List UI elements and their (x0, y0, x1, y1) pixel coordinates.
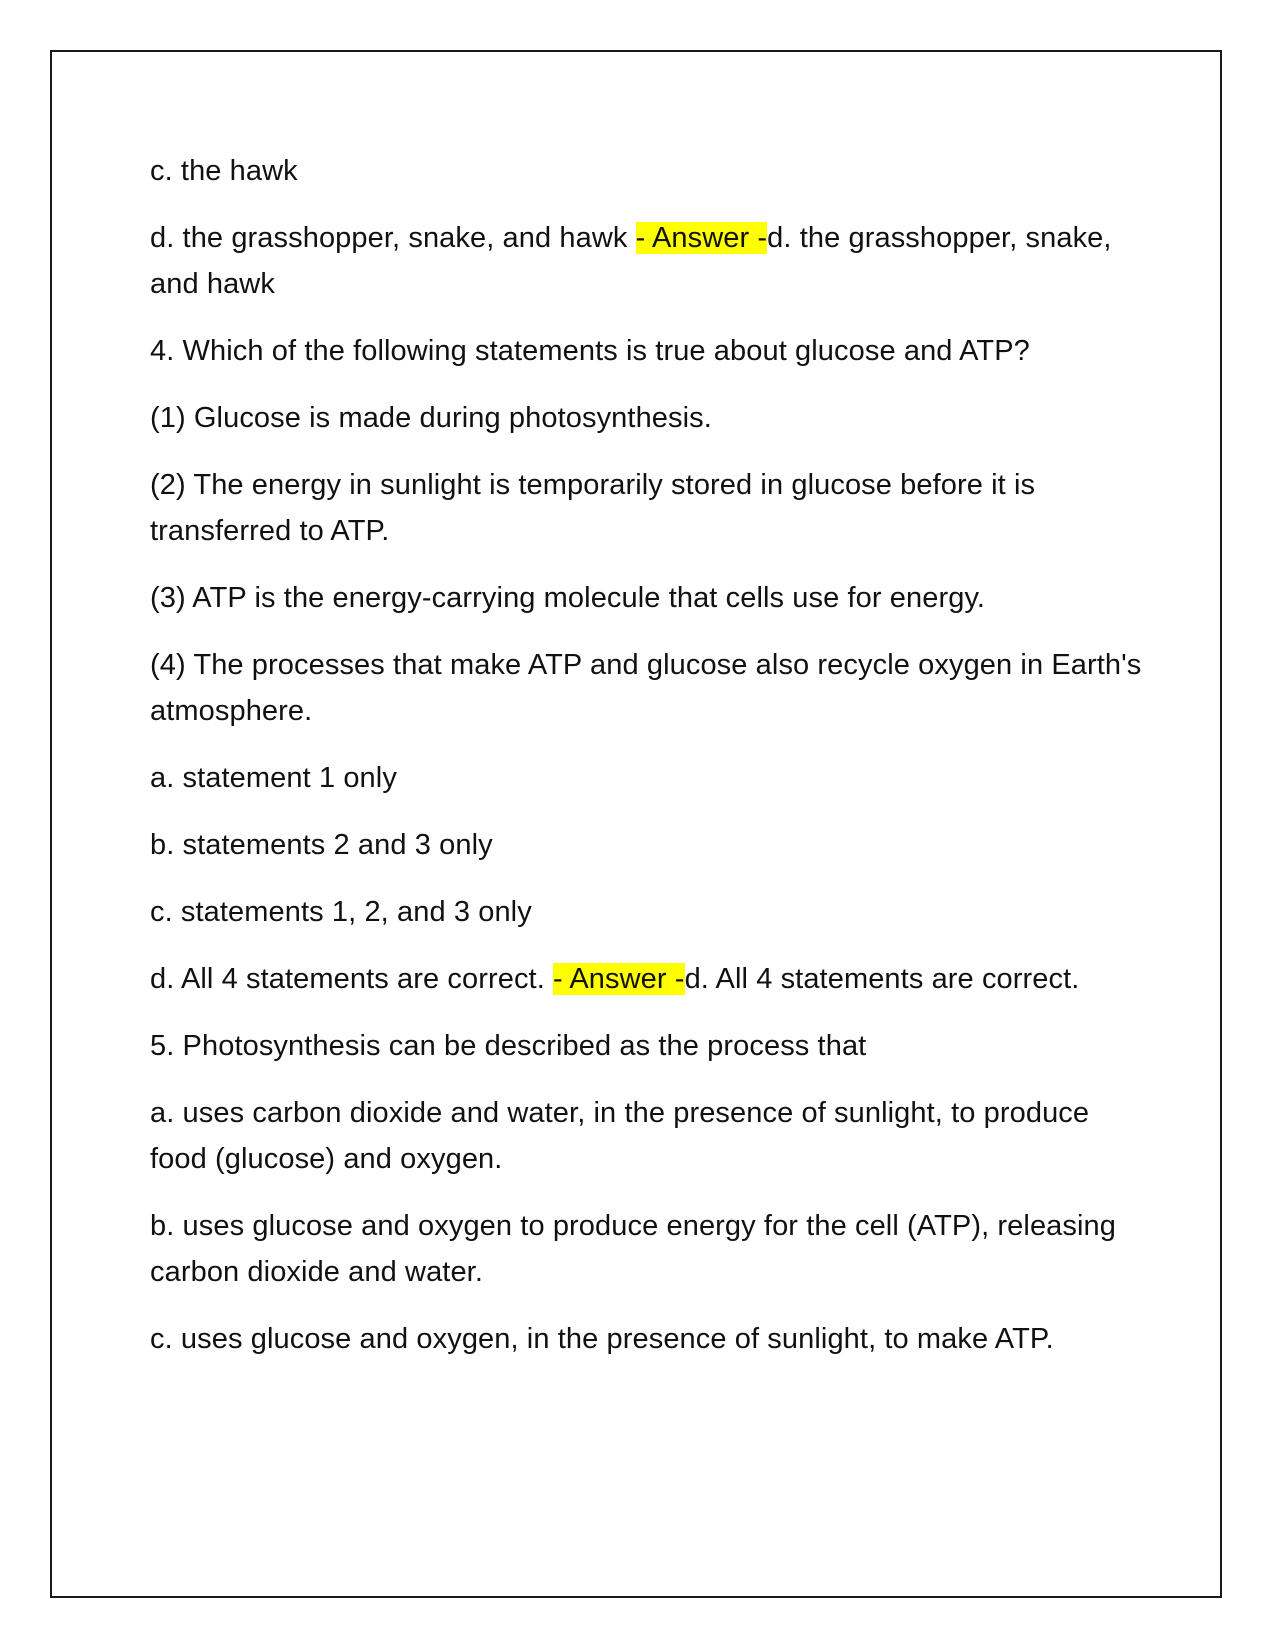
question-5: 5. Photosynthesis can be described as the process that (150, 1030, 867, 1062)
option-4c: c. statements 1, 2, and 3 only (150, 896, 532, 928)
option-3c: c. the hawk (150, 155, 298, 187)
answer-text: d. All 4 statements are correct. (684, 963, 1080, 995)
option-5c: c. uses glucose and oxygen, in the presence of sunlight, to make ATP. (150, 1323, 1054, 1355)
question-4: 4. Which of the following statements is true about glucose and ATP? (150, 335, 1030, 367)
answer-marker: - Answer - (635, 222, 768, 254)
statement-4: (4) The processes that make ATP and glucose also recycle oxygen in Earth's atmosphere. (150, 649, 1142, 727)
option-5a: a. uses carbon dioxide and water, in the presence of sunlight, to produce food (glucose) and oxygen. (150, 1097, 1090, 1175)
option-4a: a. statement 1 only (150, 762, 397, 794)
option-3d: d. the grasshopper, snake, and hawk - Answer -d. the grasshopper, snake, and hawk (150, 222, 1112, 300)
statement-3: (3) ATP is the energy-carrying molecule that cells use for energy. (150, 582, 986, 614)
statement-2: (2) The energy in sunlight is temporarily stored in glucose before it is transferred to ATP. (150, 469, 1036, 547)
document-body (150, 148, 1150, 1383)
option-5b: b. uses glucose and oxygen to produce energy for the cell (ATP), releasing carbon dioxide and water. (150, 1210, 1117, 1288)
answer-text: d. the grasshopper, snake, and hawk (150, 222, 1112, 300)
option-4d: d. All 4 statements are correct. - Answer -d. All 4 statements are correct. (150, 963, 1080, 995)
option-4b: b. statements 2 and 3 only (150, 829, 493, 861)
answer-marker: - Answer - (553, 963, 685, 995)
statement-1: (1) Glucose is made during photosynthesis. (150, 402, 712, 434)
